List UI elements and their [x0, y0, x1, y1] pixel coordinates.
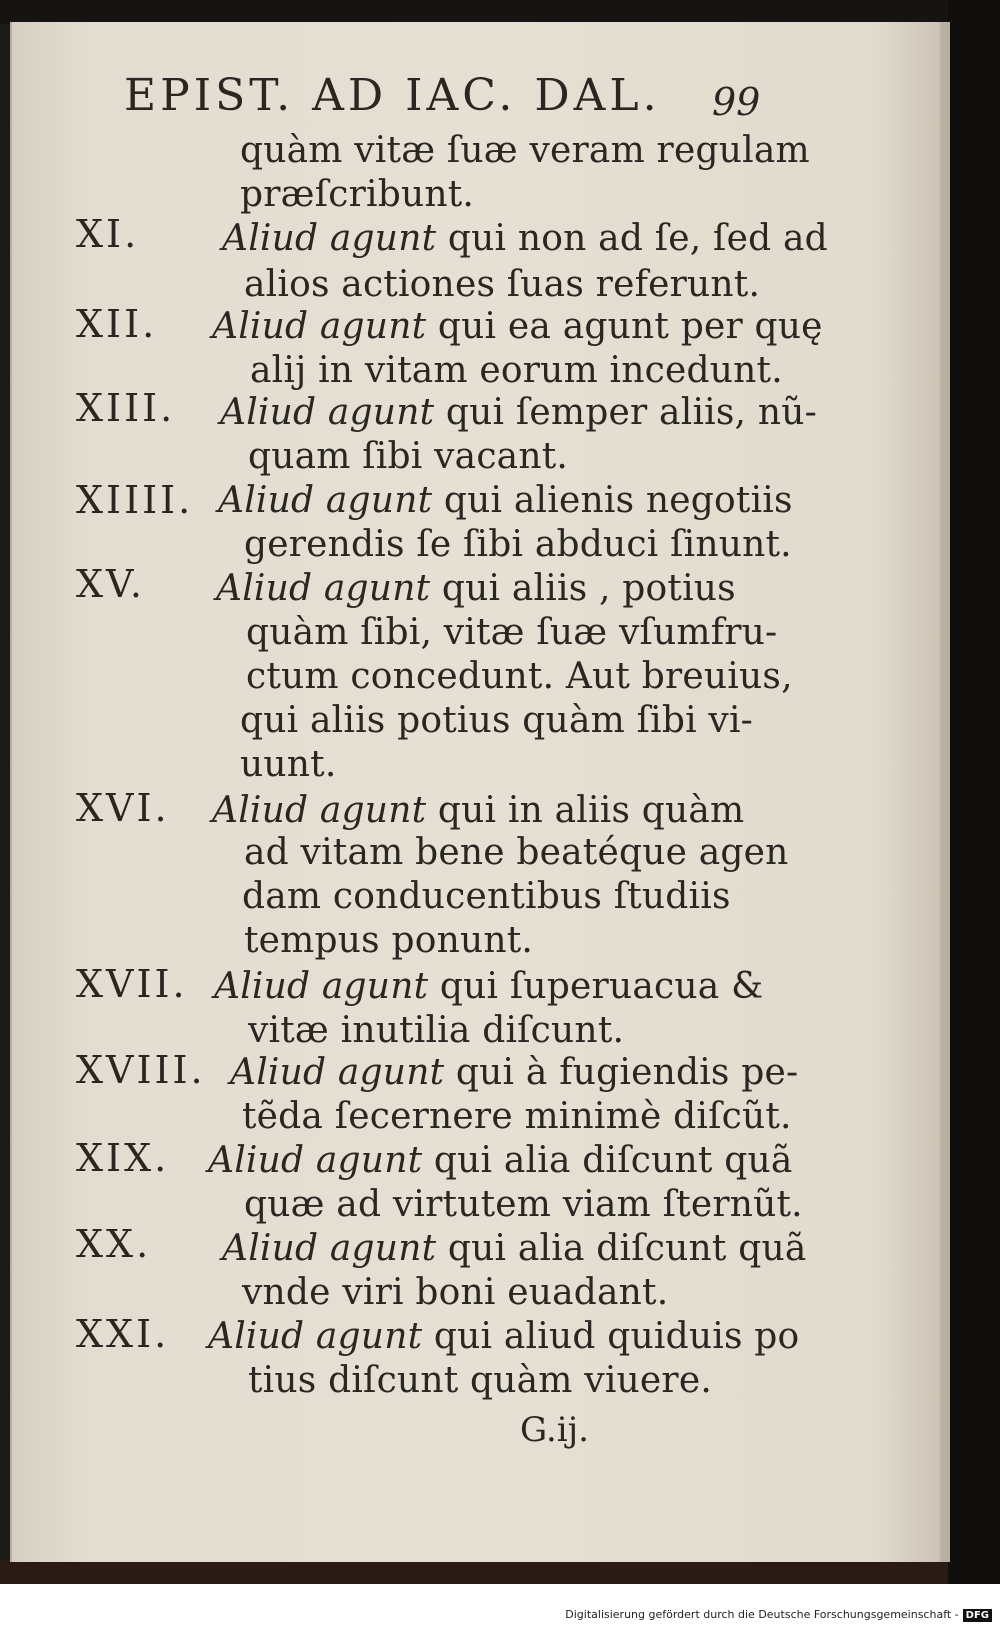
text-line: qui alienis negotiis: [443, 480, 793, 521]
item-numeral: XX.: [76, 1222, 152, 1266]
text-line: qui alia diſcunt quã: [447, 1228, 807, 1269]
page-number: 99: [712, 80, 761, 124]
text-line: qui aliud quiduis po: [433, 1316, 800, 1357]
book-page: [10, 22, 950, 1562]
text-line: quàm ſibi, vitæ ſuæ vſumfru-: [246, 612, 778, 653]
text-line: quam ſibi vacant.: [248, 436, 569, 477]
aliud-agunt: Aliud agunt: [214, 966, 429, 1007]
text-line: uunt.: [240, 744, 337, 785]
book-edge-shadow: [0, 1560, 948, 1584]
item-numeral: XI.: [76, 212, 140, 256]
aliud-agunt: Aliud agunt: [212, 790, 427, 831]
item-numeral: XV.: [76, 562, 145, 606]
aliud-agunt: Aliud agunt: [218, 480, 433, 521]
signature-mark: G.ij.: [520, 1410, 589, 1450]
text-line: tempus ponunt.: [244, 920, 534, 961]
text-line: qui aliis potius quàm ſibi vi-: [240, 700, 754, 741]
text-line: quàm vitæ ſuæ veram regulam: [240, 130, 810, 171]
item-numeral: XIX.: [76, 1136, 170, 1180]
text-line: qui ſemper aliis, nũ-: [445, 392, 817, 433]
aliud-agunt: Aliud agunt: [212, 306, 427, 347]
text-line: ctum concedunt. Aut breuius,: [246, 656, 793, 697]
item-numeral: XIII.: [76, 386, 176, 430]
item-numeral: XIIII.: [76, 478, 194, 522]
text-line: qui aliis , potius: [441, 568, 736, 609]
aliud-agunt: Aliud agunt: [216, 568, 431, 609]
text-line: alij in vitam eorum incedunt.: [250, 350, 783, 391]
text-line: tẽda ſecernere minimè diſcũt.: [242, 1096, 792, 1137]
text-line: præſcribunt.: [240, 174, 475, 215]
text-line: vitæ inutilia diſcunt.: [248, 1010, 625, 1051]
aliud-agunt: Aliud agunt: [222, 1228, 437, 1269]
text-line: qui alia diſcunt quã: [433, 1140, 793, 1181]
aliud-agunt: Aliud agunt: [208, 1140, 423, 1181]
text-line: tius diſcunt quàm viuere.: [248, 1360, 712, 1401]
text-line: qui ea agunt per quę: [437, 306, 823, 347]
page-edge: [940, 22, 950, 1562]
digitization-credit: [565, 1608, 992, 1622]
text-line: qui à fugiendis pe-: [455, 1052, 799, 1093]
text-line: dam conducentibus ſtudiis: [242, 876, 731, 917]
text-line: qui ſuperuacua &: [439, 966, 764, 1007]
text-line: gerendis ſe ſibi abduci ſinunt.: [244, 524, 792, 565]
scan-border-top: [0, 0, 1000, 24]
footer-strip: [0, 1584, 1000, 1630]
aliud-agunt: Aliud agunt: [220, 392, 435, 433]
running-title: EPIST. AD IAC. DAL.: [124, 70, 661, 121]
item-numeral: XXI.: [76, 1312, 170, 1356]
scan-border-right: [948, 0, 1000, 1610]
item-numeral: XII.: [76, 302, 158, 346]
text-line: qui in aliis quàm: [437, 790, 745, 831]
text-line: quæ ad virtutem viam ſternũt.: [244, 1184, 803, 1225]
text-line: vnde viri boni euadant.: [242, 1272, 669, 1313]
aliud-agunt: Aliud agunt: [230, 1052, 445, 1093]
credit-text: Digitalisierung gefördert durch die Deutsche Forschungsgemeinschaft -: [565, 1608, 959, 1621]
text-line: ad vitam bene beatéque agen: [244, 832, 789, 873]
text-line: alios actiones ſuas referunt.: [244, 264, 761, 305]
dfg-logo: DFG: [963, 1609, 992, 1622]
item-numeral: XVII.: [76, 962, 188, 1006]
item-numeral: XVI.: [76, 786, 170, 830]
aliud-agunt: Aliud agunt: [222, 218, 437, 259]
aliud-agunt: Aliud agunt: [208, 1316, 423, 1357]
item-numeral: XVIII.: [76, 1048, 206, 1092]
text-line: qui non ad ſe, ſed ad: [447, 218, 828, 259]
